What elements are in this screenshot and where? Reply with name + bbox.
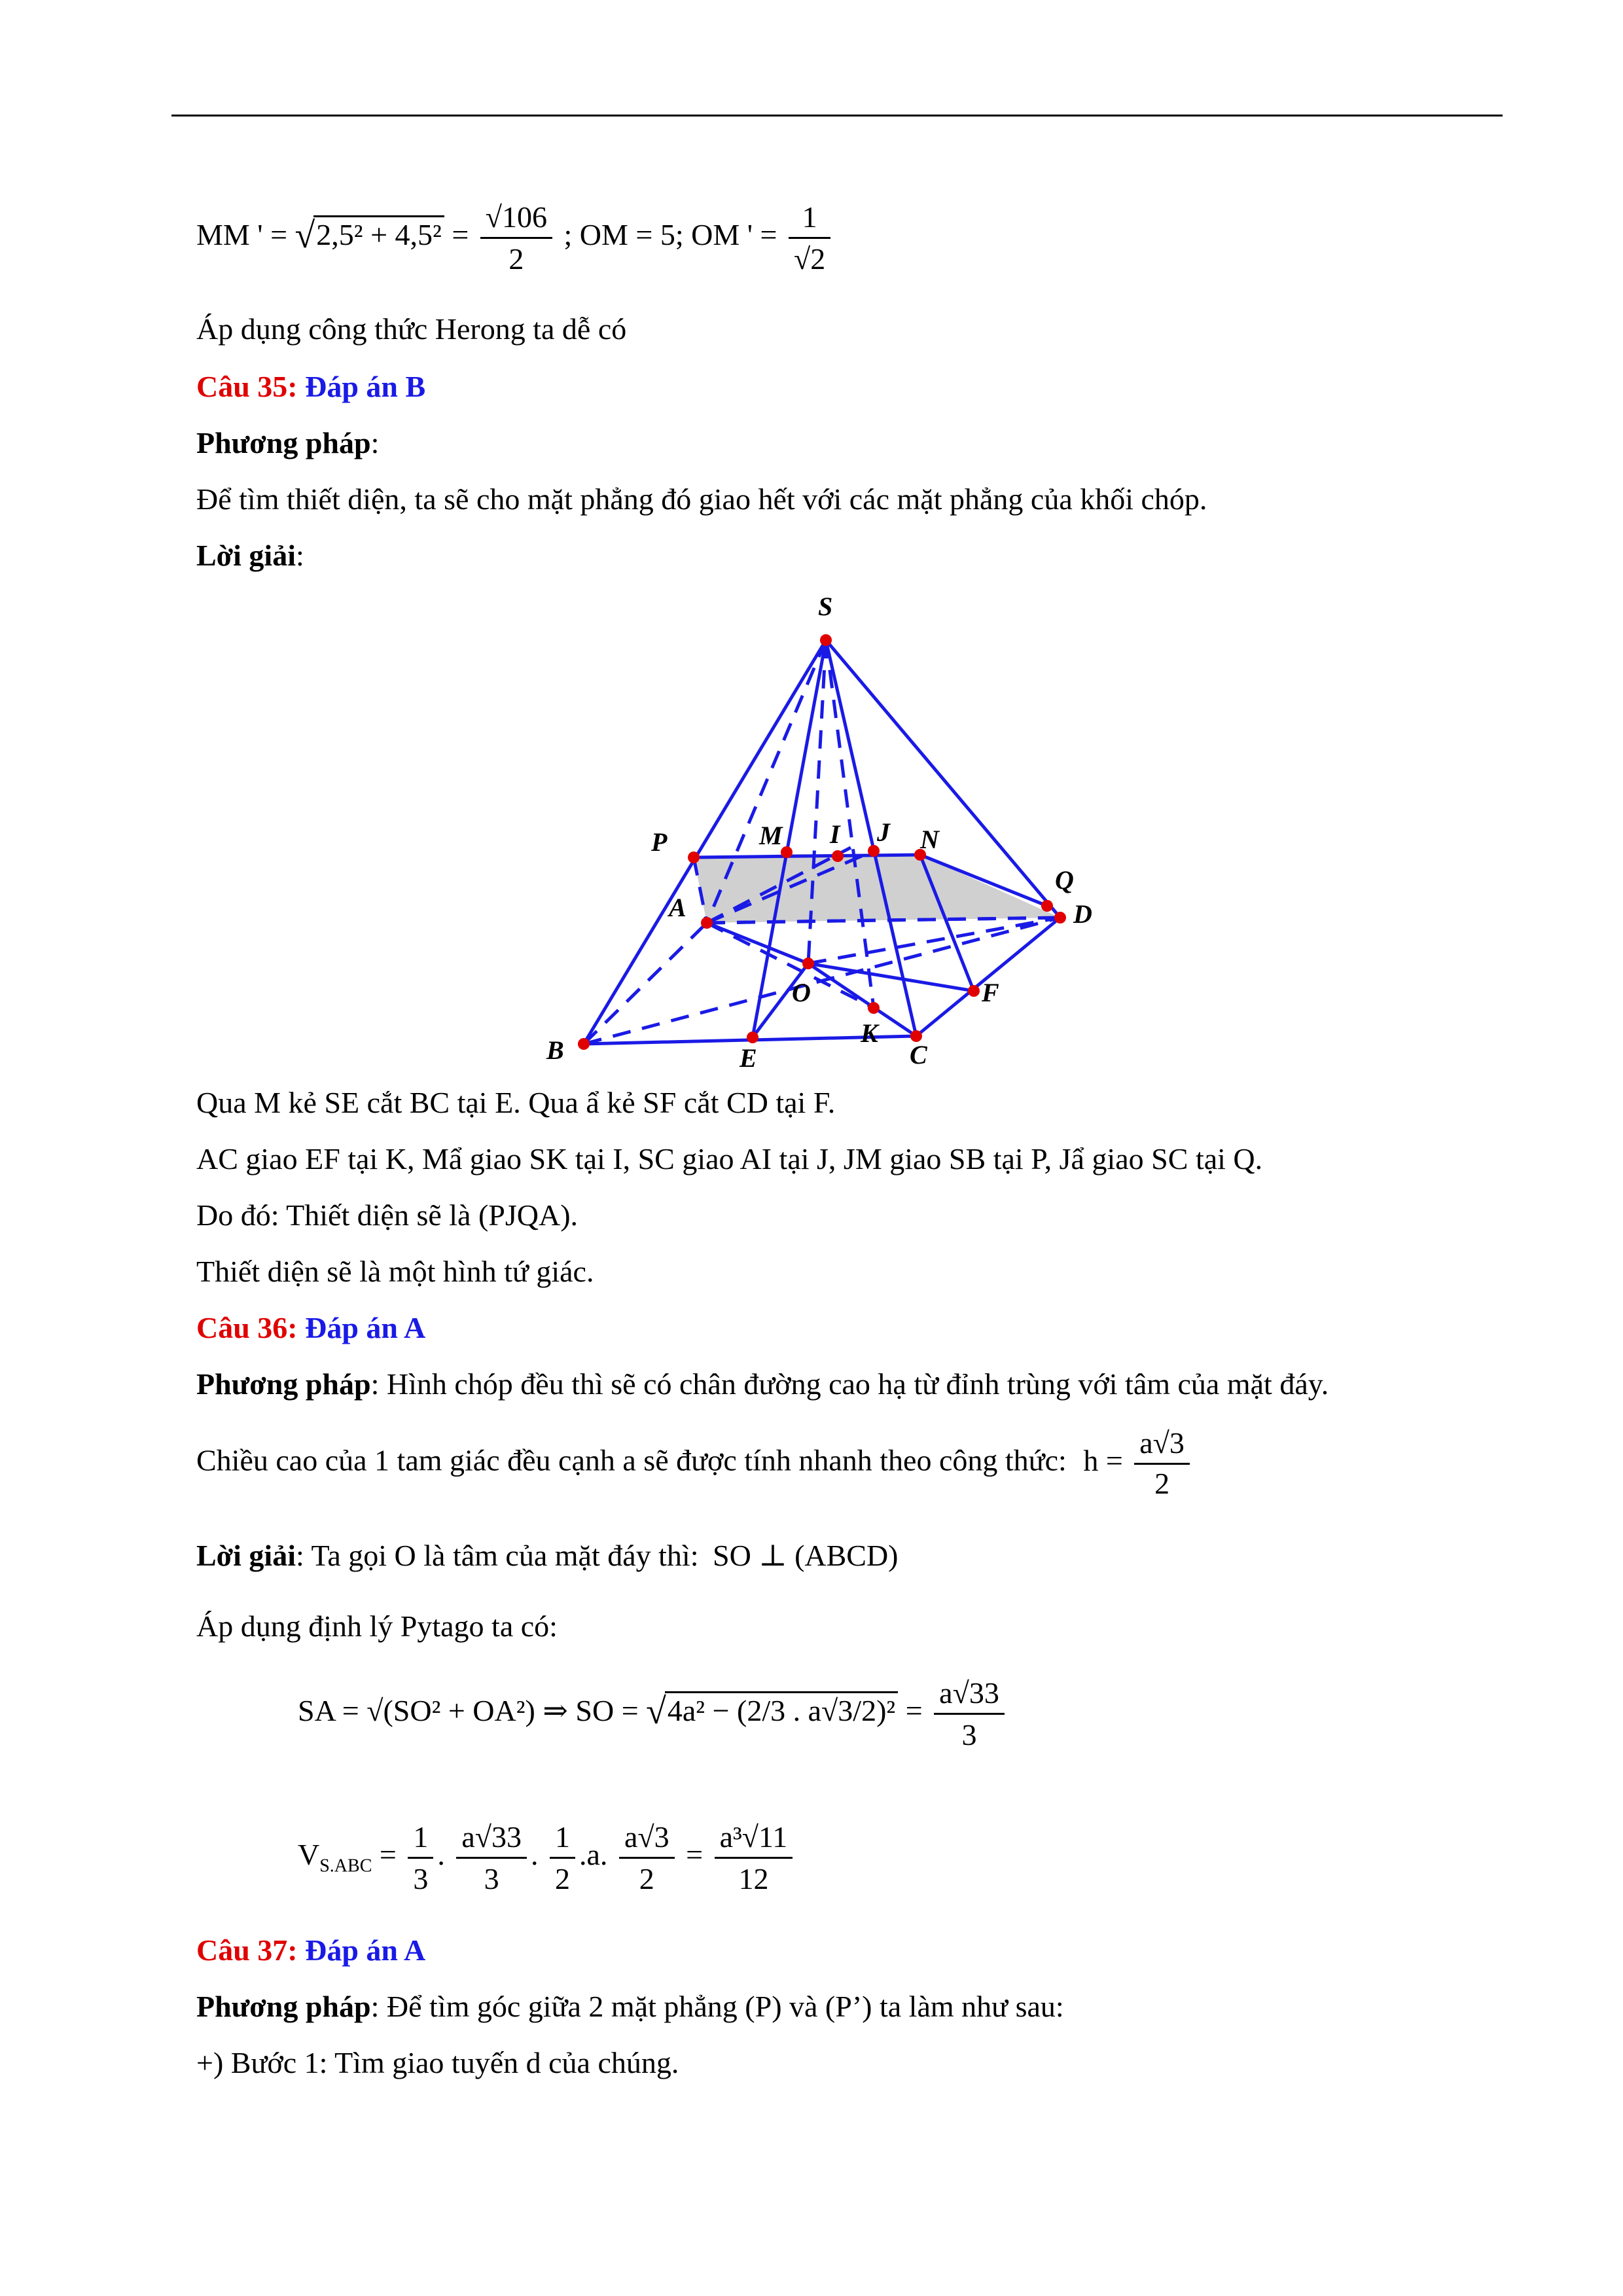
- label-O: O: [792, 978, 811, 1007]
- label-C: C: [910, 1040, 927, 1069]
- label-N: N: [920, 825, 939, 854]
- q35-line3: Do đó: Thiết diện sẽ là (PJQA).: [196, 1198, 579, 1232]
- label-B: B: [546, 1035, 564, 1065]
- label-F: F: [982, 978, 999, 1007]
- q35-line4: Thiết diện sẽ là một hình tứ giác.: [196, 1255, 594, 1288]
- label-P: P: [651, 827, 668, 857]
- q35-heading: Câu 35: Đáp án B: [196, 370, 426, 403]
- q37-method: Phương pháp: Để tìm góc giữa 2 mặt phẳng (P) và (P’) ta làm như sau:: [196, 1990, 1064, 2023]
- q36-height-formula: Chiều cao của 1 tam giác đều cạnh a sẽ được tính nhanh theo công thức: h = $\frac{a√3}{2}$: [196, 1427, 1194, 1500]
- equation-mm: MM ' = √2,5² + 4,5² = $\frac{√106}{2}$ ; OM = 5; OM ' = $\frac{1}{√2}$: [196, 200, 834, 276]
- q37-heading: Câu 37: Đáp án A: [196, 1933, 426, 1967]
- header-rule: [171, 115, 1503, 117]
- q36-heading: Câu 36: Đáp án A: [196, 1311, 426, 1344]
- label-Q: Q: [1055, 865, 1074, 895]
- label-M: M: [759, 821, 783, 850]
- label-D: D: [1073, 899, 1092, 929]
- q36-solution: Lời giải: Ta gọi O là tâm của mặt đáy thì: SO ⊥ (ABCD): [196, 1539, 899, 1572]
- q35-line1: Qua M kẻ SE cắt BC tại E. Qua ẩ kẻ SF cắt CD tại F.: [196, 1086, 836, 1119]
- q36-method: Phương pháp: Hình chóp đều thì sẽ có chân đường cao hạ từ đỉnh trùng với tâm của mặt đáy.: [196, 1367, 1329, 1401]
- herong-line: Áp dụng công thức Herong ta dễ có: [196, 312, 627, 346]
- label-I: I: [830, 819, 840, 849]
- label-E: E: [740, 1043, 757, 1073]
- q35-method-text: Để tìm thiết diện, ta sẽ cho mặt phẳng đó giao hết với các mặt phẳng của khối chóp.: [196, 482, 1207, 516]
- label-K: K: [861, 1018, 878, 1048]
- pyramid-figure: [524, 583, 1126, 1083]
- label-S: S: [818, 592, 833, 621]
- q37-step1: +) Bước 1: Tìm giao tuyến d của chúng.: [196, 2046, 679, 2079]
- q35-solution-label: Lời giải:: [196, 539, 304, 572]
- q36-equation-volume: $V_{S.ABC}$ = $\frac{1}{3}$ . $\frac{a√33}{3}$ . $\frac{1}{2}$ .a. $\frac{a√3}{2}$ = $\frac{\text{a³√11}}{12}$: [298, 1820, 796, 1896]
- q35-method-label: Phương pháp:: [196, 426, 380, 459]
- label-A: A: [669, 893, 687, 922]
- q36-pytago: Áp dụng định lý Pytago ta có:: [196, 1609, 558, 1643]
- q36-equation-so: SA = √(SO² + OA²) ⇒ SO = √4a² − (2/3 . a√3/2)² = $\frac{a√33}{3}$: [298, 1676, 1008, 1752]
- label-J: J: [877, 817, 890, 847]
- q35-line2: AC giao EF tại K, Mẩ giao SK tại I, SC giao AI tại J, JM giao SB tại P, Jẩ giao SC tại Q.: [196, 1142, 1263, 1175]
